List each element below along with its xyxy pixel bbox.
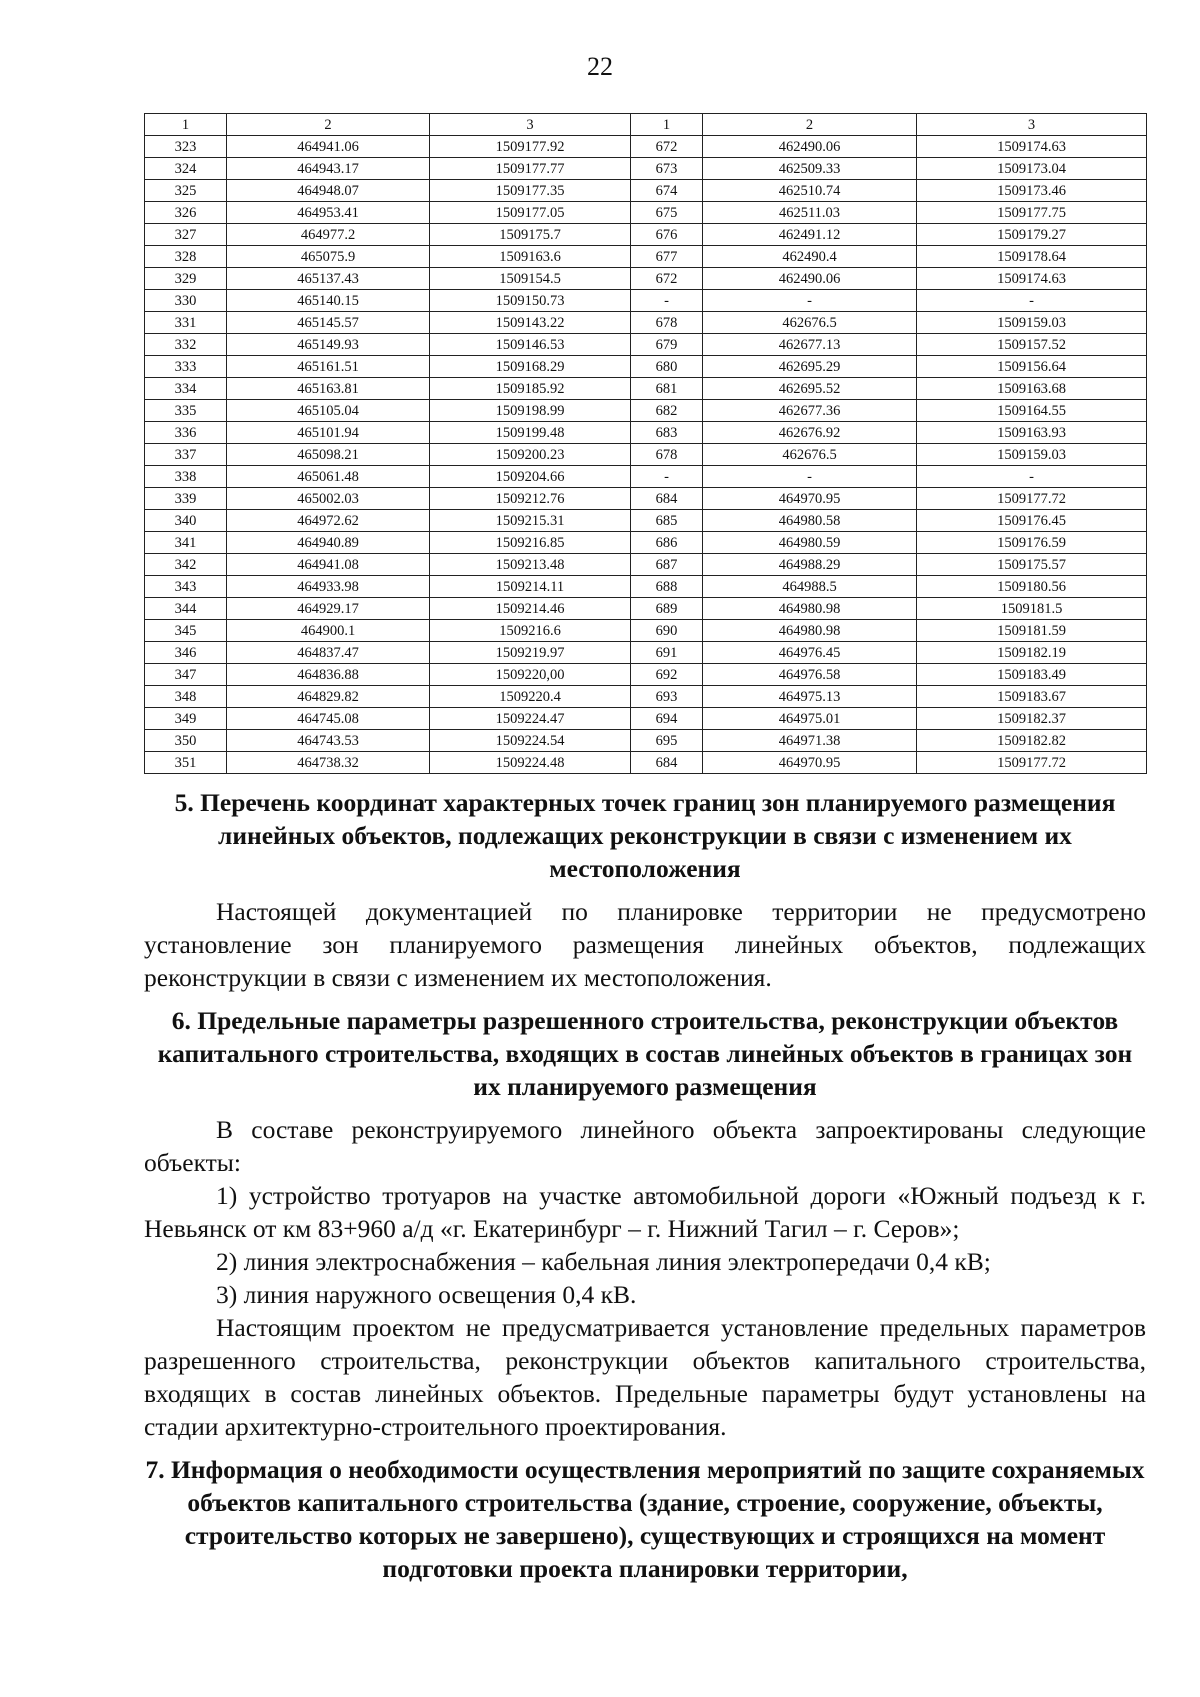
- table-cell: 673: [631, 158, 703, 180]
- table-row: [145, 312, 1147, 334]
- table-cell: 464975.13: [703, 686, 917, 708]
- table-row: [145, 400, 1147, 422]
- table-cell: 1509224.48: [430, 752, 631, 774]
- table-cell: 1509175.7: [430, 224, 631, 246]
- table-cell: 348: [145, 686, 227, 708]
- table-cell: 691: [631, 642, 703, 664]
- table-cell: 462676.5: [703, 312, 917, 334]
- table-cell: 350: [145, 730, 227, 752]
- table-cell: 674: [631, 180, 703, 202]
- table-cell: 464743.53: [227, 730, 430, 752]
- table-cell: 1509180.56: [917, 576, 1147, 598]
- table-cell: 1509219.97: [430, 642, 631, 664]
- table-cell: -: [703, 466, 917, 488]
- table-cell: 672: [631, 136, 703, 158]
- table-row: [145, 444, 1147, 466]
- table-row: [145, 554, 1147, 576]
- coordinates-table: [144, 113, 1147, 774]
- table-cell: 1509183.67: [917, 686, 1147, 708]
- section-6-item-3: 3) линия наружного освещения 0,4 кВ.: [216, 1280, 637, 1309]
- table-cell: 684: [631, 752, 703, 774]
- table-row: [145, 576, 1147, 598]
- table-row: [145, 268, 1147, 290]
- table-cell: 1509176.59: [917, 532, 1147, 554]
- table-cell: 672: [631, 268, 703, 290]
- table-cell: 1509146.53: [430, 334, 631, 356]
- table-row: [145, 730, 1147, 752]
- table-cell: 325: [145, 180, 227, 202]
- table-row: [145, 686, 1147, 708]
- table-cell: 686: [631, 532, 703, 554]
- table-cell: 1509181.5: [917, 598, 1147, 620]
- table-cell: 334: [145, 378, 227, 400]
- table-cell: 329: [145, 268, 227, 290]
- table-cell: 1509199.48: [430, 422, 631, 444]
- table-cell: 462676.5: [703, 444, 917, 466]
- table-cell: 465101.94: [227, 422, 430, 444]
- table-row: [145, 202, 1147, 224]
- table-cell: 1509163.6: [430, 246, 631, 268]
- section-5-paragraph: Настоящей документацией по планировке территории не предусмотрено установление зон планируемого размещения линейных объектов, подлежащих реконструкции в связи с изменением их местоположения.: [144, 897, 1146, 992]
- table-cell: 1509174.63: [917, 268, 1147, 290]
- table-cell: 464977.2: [227, 224, 430, 246]
- table-cell: 1509176.45: [917, 510, 1147, 532]
- table-cell: -: [631, 290, 703, 312]
- table-cell: 462490.06: [703, 136, 917, 158]
- section-6-title: 6. Предельные параметры разрешенного строительства, реконструкции объектов капитального строительства, входящих в состав линейных объектов в границах зон их планируемого размещения: [157, 1006, 1133, 1101]
- table-cell: 1509154.5: [430, 268, 631, 290]
- table-cell: 338: [145, 466, 227, 488]
- table-cell: 679: [631, 334, 703, 356]
- table-cell: 464943.17: [227, 158, 430, 180]
- table-cell: 1509182.82: [917, 730, 1147, 752]
- page-number: 22: [587, 52, 613, 81]
- table-cell: 465105.04: [227, 400, 430, 422]
- table-row: [145, 290, 1147, 312]
- section-6-item-1: 1) устройство тротуаров на участке автомобильной дороги «Южный подъезд к г. Невьянск от км 83+960 а/д «г. Екатеринбург – г. Нижний Тагил – г. Серов»;: [144, 1181, 1146, 1243]
- table-cell: 349: [145, 708, 227, 730]
- table-cell: 341: [145, 532, 227, 554]
- table-cell: 464975.01: [703, 708, 917, 730]
- section-7-title: 7. Информация о необходимости осуществления мероприятий по защите сохраняемых объектов капитального строительства (здание, строение, сооружение, объекты, строительство которых не завершено), существующих и строящихся на момент подготовки проекта планировки территории,: [145, 1455, 1145, 1583]
- table-cell: 462695.29: [703, 356, 917, 378]
- table-cell: 1509164.55: [917, 400, 1147, 422]
- table-cell: 333: [145, 356, 227, 378]
- table-row: [145, 378, 1147, 400]
- table-cell: 462676.92: [703, 422, 917, 444]
- table-cell: -: [631, 466, 703, 488]
- table-cell: 464933.98: [227, 576, 430, 598]
- table-cell: 1509224.54: [430, 730, 631, 752]
- table-cell: 1509150.73: [430, 290, 631, 312]
- table-cell: 345: [145, 620, 227, 642]
- table-cell: 1509216.6: [430, 620, 631, 642]
- table-row: [145, 356, 1147, 378]
- table-row: [145, 466, 1147, 488]
- table-cell: 465137.43: [227, 268, 430, 290]
- table-cell: 683: [631, 422, 703, 444]
- table-cell: 464988.29: [703, 554, 917, 576]
- header-cell: 2: [703, 114, 917, 136]
- table-cell: 464970.95: [703, 488, 917, 510]
- table-cell: 346: [145, 642, 227, 664]
- table-cell: 462511.03: [703, 202, 917, 224]
- table-row: [145, 224, 1147, 246]
- table-cell: 464953.41: [227, 202, 430, 224]
- table-cell: 332: [145, 334, 227, 356]
- table-cell: 465098.21: [227, 444, 430, 466]
- table-cell: 1509183.49: [917, 664, 1147, 686]
- table-cell: 464941.06: [227, 136, 430, 158]
- table-cell: 1509204.66: [430, 466, 631, 488]
- table-cell: 464948.07: [227, 180, 430, 202]
- table-cell: 676: [631, 224, 703, 246]
- table-cell: 1509174.63: [917, 136, 1147, 158]
- table-cell: 340: [145, 510, 227, 532]
- table-cell: 344: [145, 598, 227, 620]
- table-cell: 335: [145, 400, 227, 422]
- table-cell: 677: [631, 246, 703, 268]
- table-cell: 1509177.77: [430, 158, 631, 180]
- table-row: [145, 422, 1147, 444]
- table-cell: 327: [145, 224, 227, 246]
- table-cell: 694: [631, 708, 703, 730]
- table-cell: 464738.32: [227, 752, 430, 774]
- table-cell: 464940.89: [227, 532, 430, 554]
- table-cell: -: [703, 290, 917, 312]
- section-6-closing: Настоящим проектом не предусматривается установление предельных параметров разрешенного строительства, реконструкции объектов капитального строительства, входящих в состав линейных объектов. Предельные параметры будут установлены на стадии архитектурно-строительного проектирования.: [144, 1313, 1146, 1441]
- table-row: [145, 620, 1147, 642]
- table-cell: 465149.93: [227, 334, 430, 356]
- table-cell: 462509.33: [703, 158, 917, 180]
- table-cell: 462677.36: [703, 400, 917, 422]
- table-cell: 464941.08: [227, 554, 430, 576]
- table-cell: 1509163.68: [917, 378, 1147, 400]
- table-cell: 464745.08: [227, 708, 430, 730]
- table-cell: 339: [145, 488, 227, 510]
- table-cell: 330: [145, 290, 227, 312]
- table-row: [145, 510, 1147, 532]
- table-cell: 1509177.92: [430, 136, 631, 158]
- table-cell: 464972.62: [227, 510, 430, 532]
- table-cell: 342: [145, 554, 227, 576]
- table-cell: 693: [631, 686, 703, 708]
- table-cell: 465140.15: [227, 290, 430, 312]
- table-cell: 1509159.03: [917, 444, 1147, 466]
- table-cell: 464970.95: [703, 752, 917, 774]
- table-cell: 328: [145, 246, 227, 268]
- table-cell: 351: [145, 752, 227, 774]
- table-cell: 462677.13: [703, 334, 917, 356]
- table-row: [145, 334, 1147, 356]
- table-cell: 1509177.35: [430, 180, 631, 202]
- table-cell: 337: [145, 444, 227, 466]
- table-cell: 464829.82: [227, 686, 430, 708]
- table-row: [145, 708, 1147, 730]
- table-row: [145, 532, 1147, 554]
- table-cell: 1509173.46: [917, 180, 1147, 202]
- table-cell: 464980.59: [703, 532, 917, 554]
- header-cell: 2: [227, 114, 430, 136]
- table-cell: 462490.06: [703, 268, 917, 290]
- table-cell: 1509212.76: [430, 488, 631, 510]
- table-cell: 695: [631, 730, 703, 752]
- table-cell: 685: [631, 510, 703, 532]
- section-5-title: 5. Перечень координат характерных точек границ зон планируемого размещения линейных объектов, подлежащих реконструкции в связи с изменением их местоположения: [174, 788, 1116, 883]
- table-cell: 1509214.11: [430, 576, 631, 598]
- table-cell: 1509177.75: [917, 202, 1147, 224]
- table-cell: 1509175.57: [917, 554, 1147, 576]
- table-cell: 465145.57: [227, 312, 430, 334]
- table-cell: 1509157.52: [917, 334, 1147, 356]
- table-cell: 1509213.48: [430, 554, 631, 576]
- table-cell: 336: [145, 422, 227, 444]
- table-cell: 1509177.05: [430, 202, 631, 224]
- table-cell: 680: [631, 356, 703, 378]
- table-cell: 464976.45: [703, 642, 917, 664]
- table-header-row: [145, 114, 1147, 136]
- table-cell: 464988.5: [703, 576, 917, 598]
- table-cell: 465061.48: [227, 466, 430, 488]
- table-row: [145, 752, 1147, 774]
- table-cell: 465161.51: [227, 356, 430, 378]
- table-cell: 462695.52: [703, 378, 917, 400]
- table-cell: 462510.74: [703, 180, 917, 202]
- table-cell: 324: [145, 158, 227, 180]
- table-row: [145, 598, 1147, 620]
- table-cell: 462491.12: [703, 224, 917, 246]
- table-cell: 690: [631, 620, 703, 642]
- table-cell: 465002.03: [227, 488, 430, 510]
- table-cell: 1509159.03: [917, 312, 1147, 334]
- header-cell: 1: [631, 114, 703, 136]
- table-cell: 682: [631, 400, 703, 422]
- table-cell: 684: [631, 488, 703, 510]
- table-cell: 465075.9: [227, 246, 430, 268]
- table-cell: 465163.81: [227, 378, 430, 400]
- table-cell: 678: [631, 312, 703, 334]
- table-cell: 1509185.92: [430, 378, 631, 400]
- table-cell: 1509177.72: [917, 488, 1147, 510]
- table-cell: 1509182.37: [917, 708, 1147, 730]
- table-cell: 675: [631, 202, 703, 224]
- table-cell: 678: [631, 444, 703, 466]
- table-cell: 1509182.19: [917, 642, 1147, 664]
- table-cell: 331: [145, 312, 227, 334]
- table-cell: 1509220,00: [430, 664, 631, 686]
- table-cell: 1509179.27: [917, 224, 1147, 246]
- table-cell: 689: [631, 598, 703, 620]
- table-cell: 323: [145, 136, 227, 158]
- table-cell: 1509163.93: [917, 422, 1147, 444]
- table-cell: 1509214.46: [430, 598, 631, 620]
- section-6-item-2: 2) линия электроснабжения – кабельная линия электропередачи 0,4 кВ;: [216, 1247, 991, 1276]
- table-cell: -: [917, 466, 1147, 488]
- table-cell: 464971.38: [703, 730, 917, 752]
- coordinates-table-body: [145, 114, 1147, 774]
- header-cell: 3: [430, 114, 631, 136]
- table-cell: 1509215.31: [430, 510, 631, 532]
- document-body: [144, 786, 1146, 1585]
- table-cell: 688: [631, 576, 703, 598]
- table-row: [145, 642, 1147, 664]
- table-cell: 1509177.72: [917, 752, 1147, 774]
- table-cell: 1509220.4: [430, 686, 631, 708]
- table-cell: 1509200.23: [430, 444, 631, 466]
- table-cell: 464929.17: [227, 598, 430, 620]
- table-cell: 1509143.22: [430, 312, 631, 334]
- table-row: [145, 158, 1147, 180]
- table-cell: 687: [631, 554, 703, 576]
- table-cell: 464900.1: [227, 620, 430, 642]
- table-row: [145, 180, 1147, 202]
- table-row: [145, 488, 1147, 510]
- table-row: [145, 664, 1147, 686]
- table-cell: 464976.58: [703, 664, 917, 686]
- header-cell: 3: [917, 114, 1147, 136]
- table-cell: 464980.98: [703, 598, 917, 620]
- table-cell: 464980.98: [703, 620, 917, 642]
- table-cell: 1509216.85: [430, 532, 631, 554]
- table-row: [145, 246, 1147, 268]
- header-cell: 1: [145, 114, 227, 136]
- table-cell: 1509168.29: [430, 356, 631, 378]
- table-cell: 1509198.99: [430, 400, 631, 422]
- table-cell: 464837.47: [227, 642, 430, 664]
- table-row: [145, 136, 1147, 158]
- section-6-intro: В составе реконструируемого линейного объекта запроектированы следующие объекты:: [144, 1115, 1146, 1177]
- table-cell: 347: [145, 664, 227, 686]
- table-cell: 1509173.04: [917, 158, 1147, 180]
- table-cell: 343: [145, 576, 227, 598]
- table-cell: -: [917, 290, 1147, 312]
- table-cell: 681: [631, 378, 703, 400]
- table-cell: 1509156.64: [917, 356, 1147, 378]
- table-cell: 692: [631, 664, 703, 686]
- table-cell: 462490.4: [703, 246, 917, 268]
- table-cell: 1509178.64: [917, 246, 1147, 268]
- table-cell: 1509181.59: [917, 620, 1147, 642]
- table-cell: 326: [145, 202, 227, 224]
- table-cell: 464980.58: [703, 510, 917, 532]
- table-cell: 1509224.47: [430, 708, 631, 730]
- table-cell: 464836.88: [227, 664, 430, 686]
